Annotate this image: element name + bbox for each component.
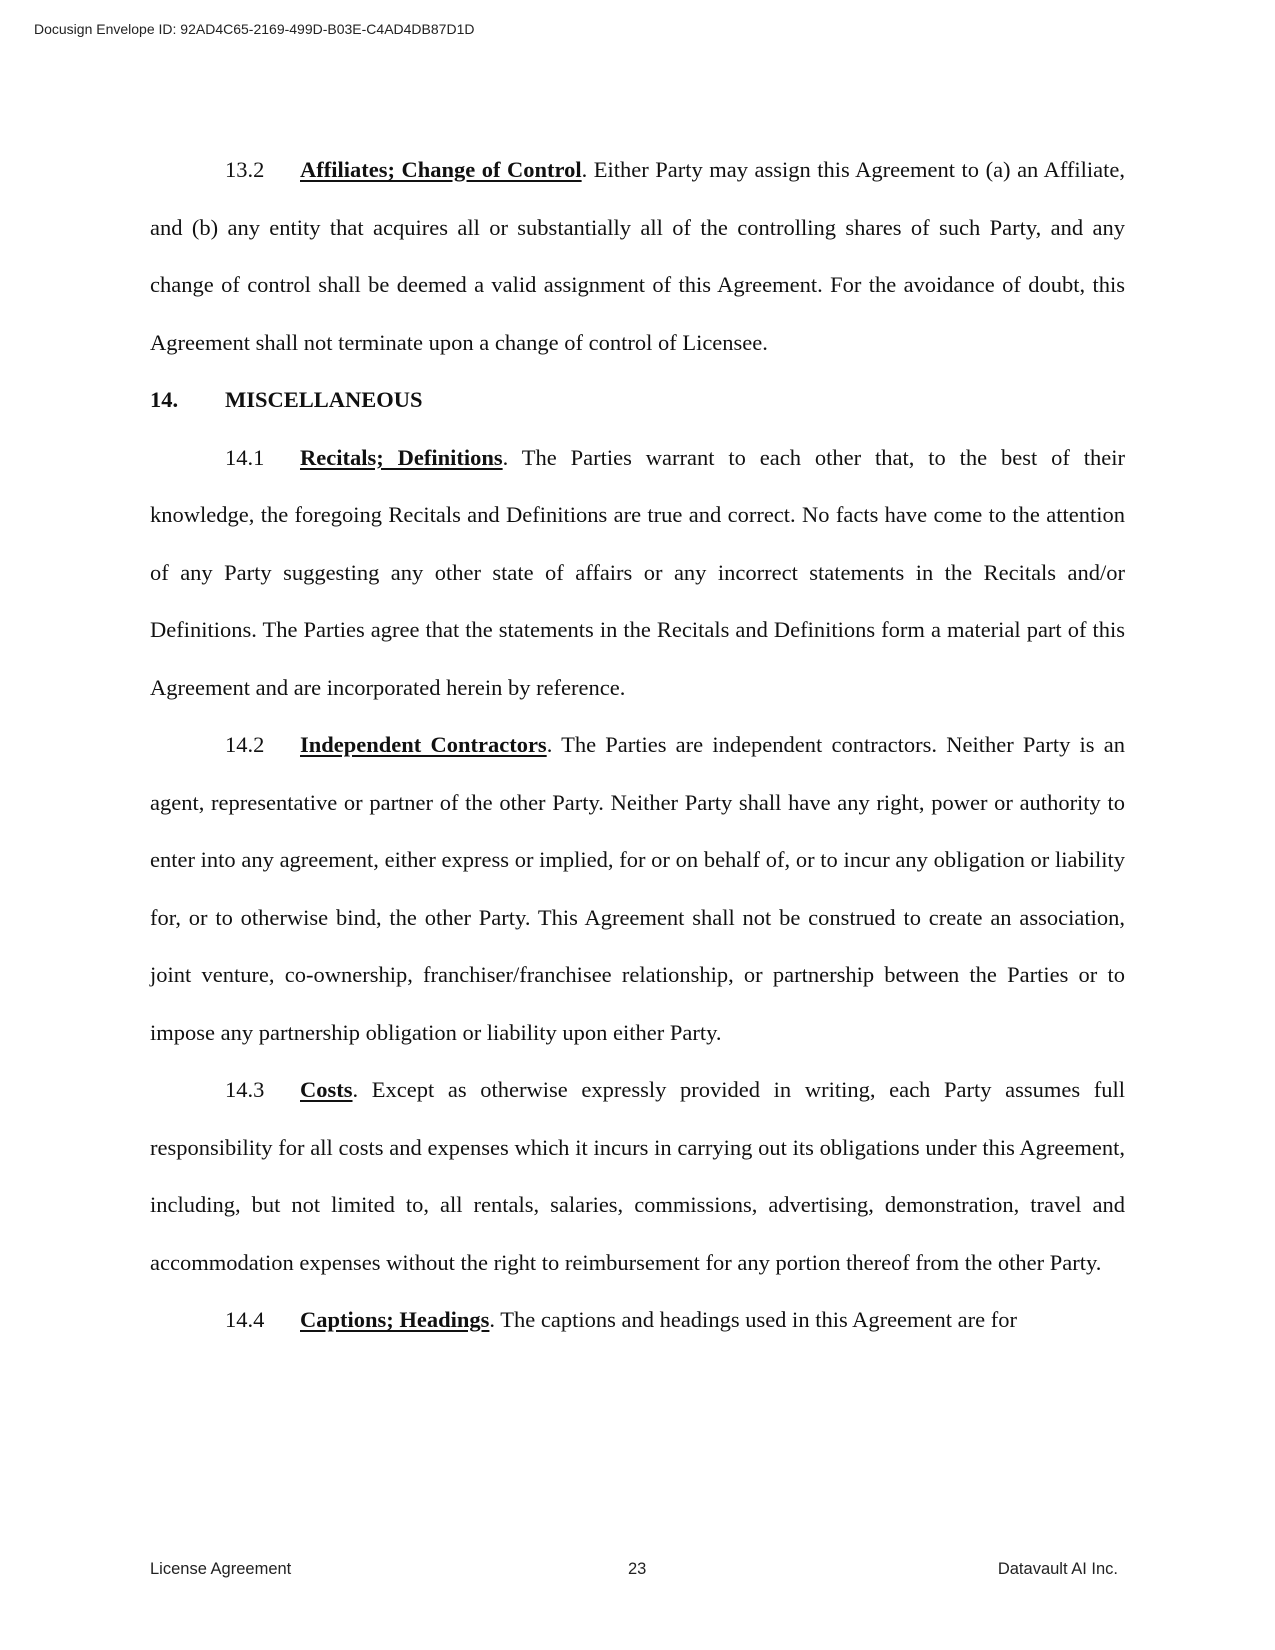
section-text: . Either Party may assign this Agreement to (a) an Affiliate, and (b) any entity that acquires all or substantially all of the controlling shares of such Party, and any change of control shall be deemed a valid assignment of this Agreement. For the avoidance of doubt, this Agreement shall not terminate upon a change of control of Licensee. bbox=[150, 157, 1126, 355]
section-number: 14.2 bbox=[225, 732, 265, 757]
section-14-1 bbox=[150, 429, 1125, 717]
section-number: 14.3 bbox=[225, 1077, 265, 1102]
section-number: 14.4 bbox=[225, 1307, 265, 1332]
section-14-2 bbox=[150, 716, 1125, 1061]
section-number: 14.1 bbox=[225, 444, 265, 470]
section-14-3 bbox=[150, 1061, 1125, 1291]
section-title: Independent Contractors bbox=[300, 732, 547, 757]
section-title: Recitals; Definitions bbox=[300, 444, 503, 470]
section-number: 13.2 bbox=[225, 157, 265, 182]
document-body bbox=[150, 141, 1125, 1349]
section-number: 14. bbox=[150, 387, 179, 412]
section-14-4 bbox=[150, 1291, 1125, 1349]
section-13-2 bbox=[150, 141, 1125, 371]
envelope-id: Docusign Envelope ID: 92AD4C65-2169-499D-B03E-C4AD4DB87D1D bbox=[34, 21, 475, 37]
section-text: . The Parties warrant to each other that, to the best of their knowledge, the foregoing Recitals and Definitions are true and correct. No facts have come to the attention of any Party suggesting any other state of affairs or any incorrect statements in the Recitals and/or Definitions. The Parties agree that the statements in the Recitals and Definitions form a material part of this Agreement and are incorporated herein by reference. bbox=[150, 444, 1125, 700]
footer-company-name: Datavault AI Inc. bbox=[997, 1560, 1118, 1578]
section-14-heading bbox=[150, 371, 1125, 429]
footer-document-title: License Agreement bbox=[150, 1560, 292, 1578]
section-title: Affiliates; Change of Control bbox=[300, 157, 582, 182]
section-text: . Except as otherwise expressly provided in writing, each Party assumes full responsibility for all costs and expenses which it incurs in carrying out its obligations under this Agreement, including, but not limited to, all rentals, salaries, commissions, advertising, demonstration, travel and accommodation expenses without the right to reimbursement for any portion thereof from the other Party. bbox=[150, 1077, 1125, 1275]
section-title: MISCELLANEOUS bbox=[225, 387, 423, 412]
section-title: Captions; Headings bbox=[300, 1307, 490, 1332]
section-text: . The Parties are independent contractors. Neither Party is an agent, representative or partner of the other Party. Neither Party shall have any right, power or authority to enter into any agreement, either express or implied, for or on behalf of, or to incur any obligation or liability for, or to otherwise bind, the other Party. This Agreement shall not be construed to create an association, joint venture, co-ownership, franchiser/franchisee relationship, or partnership between the Parties or to impose any partnership obligation or liability upon either Party. bbox=[150, 732, 1125, 1045]
section-title: Costs bbox=[300, 1077, 353, 1102]
footer-page-number: 23 bbox=[628, 1560, 647, 1578]
section-text: . The captions and headings used in this Agreement are for bbox=[489, 1307, 1017, 1332]
